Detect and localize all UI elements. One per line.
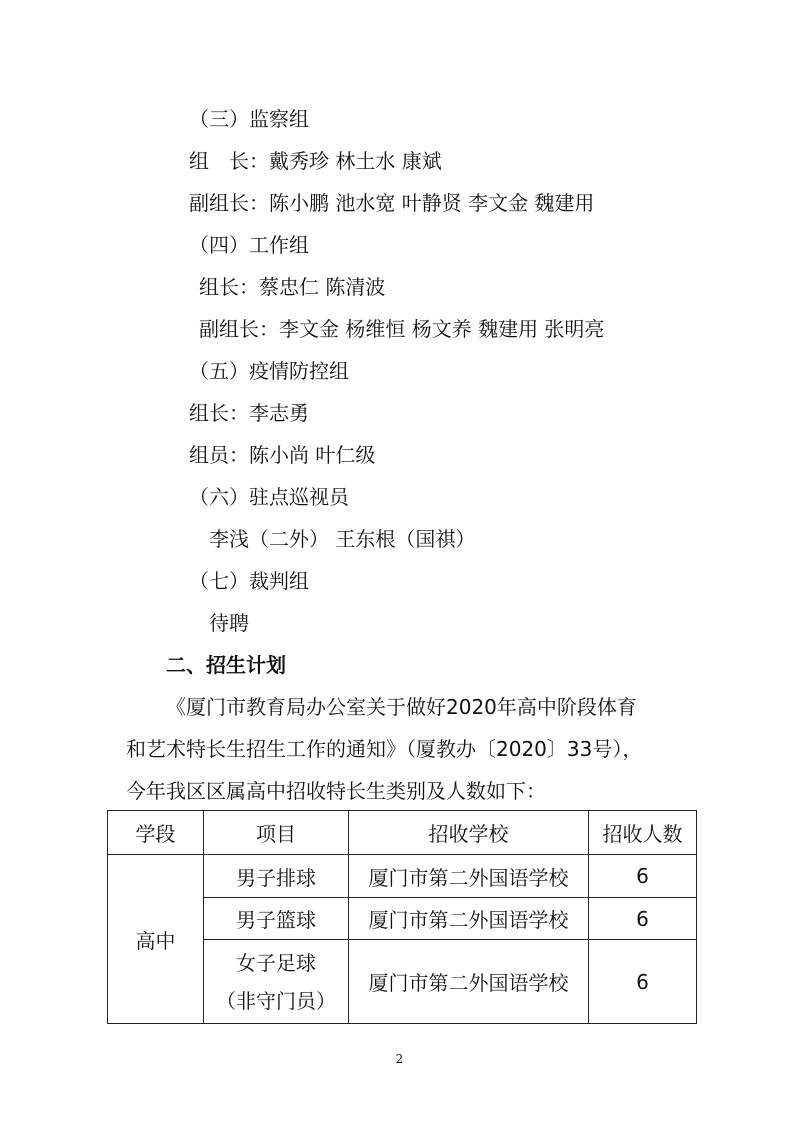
enrollment-table: [107, 810, 697, 1024]
work-deputies: 副组长：李文金 杨维恒 杨文养 魏建用 张明亮: [199, 317, 605, 341]
paragraph-line: 和艺术特长生招生工作的通知》（厦教办〔2020〕33号），: [126, 737, 643, 761]
epidemic-members: 组员：陈小尚 叶仁级: [189, 443, 376, 467]
section-heading-enrollment-plan: 二、招生计划: [166, 653, 286, 677]
header-item: 项目: [204, 811, 349, 855]
group-heading-referees: （七）裁判组: [189, 569, 309, 593]
group-heading-inspectors: （六）驻点巡视员: [189, 485, 349, 509]
work-leaders: 组长：蔡忠仁 陈清波: [199, 275, 386, 299]
cell-level: 高中: [108, 855, 204, 1024]
paragraph-line: 《厦门市教育局办公室关于做好2020年高中阶段体育: [166, 695, 637, 719]
group-heading-epidemic: （五）疫情防控组: [189, 359, 349, 383]
cell-item: 男子篮球: [204, 898, 349, 940]
paragraph-line: 今年我区区属高中招收特长生类别及人数如下：: [126, 779, 546, 803]
cell-count: 6: [589, 940, 697, 1024]
epidemic-leader: 组长：李志勇: [189, 401, 309, 425]
page-number: 2: [395, 1052, 404, 1066]
table-row: [108, 855, 697, 898]
group-heading-work: （四）工作组: [189, 233, 309, 257]
referees-status: 待聘: [209, 611, 249, 635]
table-header-row: [108, 811, 697, 855]
cell-item: [204, 940, 349, 1024]
cell-school: 厦门市第二外国语学校: [349, 898, 589, 940]
header-school: 招收学校: [349, 811, 589, 855]
cell-item-note: （非守门员）: [216, 988, 336, 1013]
cell-item-main: 女子足球: [236, 950, 316, 975]
header-level: 学段: [108, 811, 204, 855]
group-heading-supervision: （三）监察组: [189, 107, 309, 131]
supervision-leaders: 组 长：戴秀珍 林土水 康斌: [189, 149, 442, 173]
cell-count: 6: [589, 898, 697, 940]
cell-school: 厦门市第二外国语学校: [349, 855, 589, 898]
header-count: 招收人数: [589, 811, 697, 855]
cell-item: 男子排球: [204, 855, 349, 898]
inspectors-list: 李浅（二外） 王东根（国祺）: [209, 527, 476, 551]
cell-count: 6: [589, 855, 697, 898]
cell-school: 厦门市第二外国语学校: [349, 940, 589, 1024]
supervision-deputies: 副组长：陈小鹏 池水宽 叶静贤 李文金 魏建用: [189, 191, 595, 215]
